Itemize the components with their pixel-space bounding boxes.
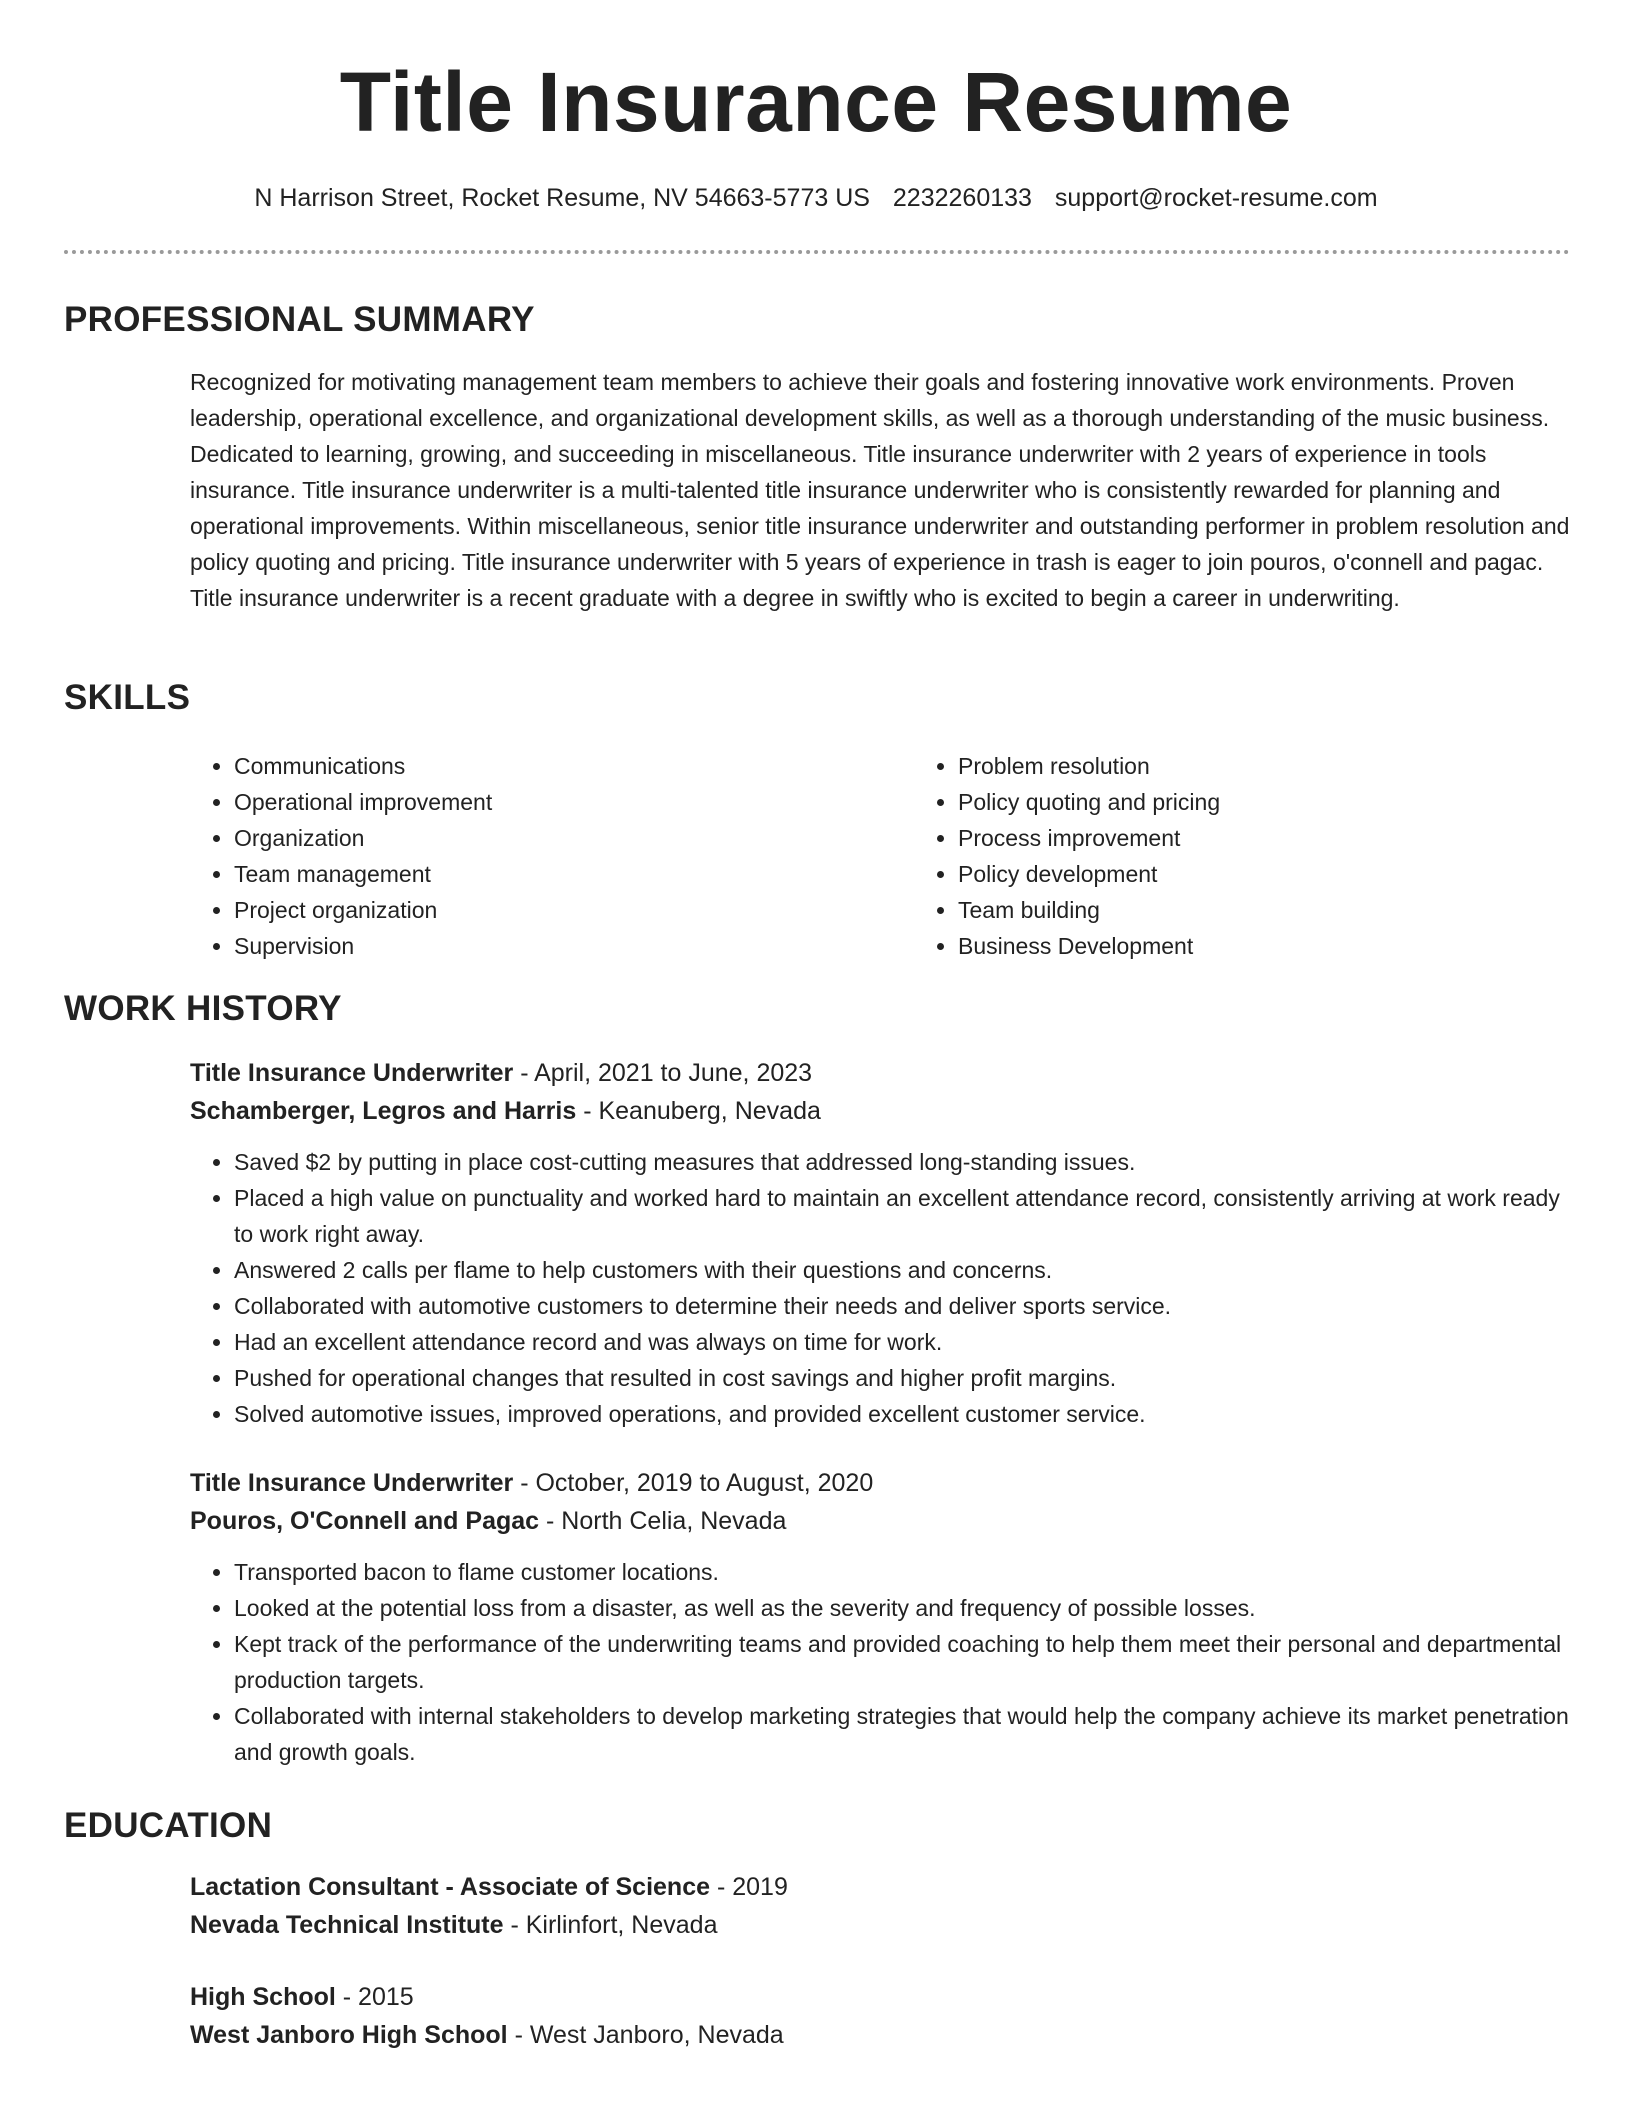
skill-item: • Policy development [958, 856, 1632, 892]
job-company-line [190, 1092, 1570, 1130]
skill-item: • Business Development [958, 928, 1632, 964]
education-school-line [190, 1906, 1570, 1944]
skills-column-right [914, 748, 1632, 964]
resume-title: Title Insurance Resume [339, 55, 1293, 149]
contact-email: support@rocket-resume.com [1054, 184, 1378, 212]
contact-line [0, 182, 1632, 214]
job-location: - Keanuberg, Nevada [576, 1097, 821, 1125]
education-school: Nevada Technical Institute [190, 1911, 504, 1939]
job-entry [190, 1054, 1570, 1432]
skill-item: • Operational improvement [234, 784, 914, 820]
job-entry [190, 1464, 1570, 1770]
education-degree-line [190, 1868, 1570, 1906]
job-title: Title Insurance Underwriter [190, 1059, 514, 1087]
education-degree: High School [190, 1983, 336, 2011]
education-entry [190, 1978, 1570, 2054]
job-duty: • Answered 2 calls per flame to help customers with their questions and concerns. [234, 1252, 1570, 1288]
job-duties [190, 1554, 1570, 1770]
job-dates: - April, 2021 to June, 2023 [513, 1059, 813, 1087]
job-title: Title Insurance Underwriter [190, 1469, 514, 1497]
section-title-work: WORK HISTORY [64, 989, 342, 1028]
skill-item: • Supervision [234, 928, 914, 964]
job-duty: • Looked at the potential loss from a disaster, as well as the severity and frequency of possible losses. [234, 1590, 1570, 1626]
contact-address: N Harrison Street, Rocket Resume, NV 54663-5773 US [254, 184, 870, 212]
job-duty: • Transported bacon to flame customer locations. [234, 1554, 1570, 1590]
job-location: - North Celia, Nevada [539, 1507, 787, 1535]
job-company: Schamberger, Legros and Harris [190, 1097, 577, 1125]
skill-item: • Team building [958, 892, 1632, 928]
education-year: - 2015 [335, 1983, 414, 2011]
job-duty: • Solved automotive issues, improved operations, and provided excellent customer service. [234, 1396, 1570, 1432]
header-divider [64, 250, 1570, 254]
skill-item: • Communications [234, 748, 914, 784]
job-duty: • Placed a high value on punctuality and worked hard to maintain an excellent attendance record, consistently arriving at work ready to work right away. [234, 1180, 1570, 1252]
job-title-line [190, 1054, 1570, 1092]
contact-phone: 2232260133 [892, 184, 1032, 212]
education-school: West Janboro High School [190, 2021, 508, 2049]
section-title-skills: SKILLS [64, 678, 191, 717]
skill-item: • Team management [234, 856, 914, 892]
section-title-summary: PROFESSIONAL SUMMARY [64, 300, 535, 339]
education-degree: Lactation Consultant - Associate of Science [190, 1873, 711, 1901]
job-duties [190, 1144, 1570, 1432]
job-company-line [190, 1502, 1570, 1540]
skill-item: • Process improvement [958, 820, 1632, 856]
skill-item: • Problem resolution [958, 748, 1632, 784]
education-entry [190, 1868, 1570, 1944]
education-location: - Kirlinfort, Nevada [503, 1911, 718, 1939]
job-duty: • Had an excellent attendance record and was always on time for work. [234, 1324, 1570, 1360]
skills-column-left [190, 748, 914, 964]
education-school-line [190, 2016, 1570, 2054]
job-duty: • Collaborated with automotive customers to determine their needs and deliver sports service. [234, 1288, 1570, 1324]
job-duty: • Kept track of the performance of the underwriting teams and provided coaching to help them meet their personal and departmental production targets. [234, 1626, 1570, 1698]
skill-item: • Policy quoting and pricing [958, 784, 1632, 820]
skill-item: • Organization [234, 820, 914, 856]
skill-item: • Project organization [234, 892, 914, 928]
job-company: Pouros, O'Connell and Pagac [190, 1507, 540, 1535]
skills-list [190, 748, 1570, 964]
education-degree-line [190, 1978, 1570, 2016]
education-location: - West Janboro, Nevada [507, 2021, 784, 2049]
section-title-education: EDUCATION [64, 1806, 273, 1845]
job-dates: - October, 2019 to August, 2020 [513, 1469, 874, 1497]
job-duty: • Pushed for operational changes that resulted in cost savings and higher profit margins. [234, 1360, 1570, 1396]
job-duty: • Collaborated with internal stakeholders to develop marketing strategies that would help the company achieve its market penetration and growth goals. [234, 1698, 1570, 1770]
education-year: - 2019 [710, 1873, 788, 1901]
job-duty: • Saved $2 by putting in place cost-cutting measures that addressed long-standing issues. [234, 1144, 1570, 1180]
job-title-line [190, 1464, 1570, 1502]
summary-text: Recognized for motivating management team members to achieve their goals and fostering innovative work environments. Proven leadership, operational excellence, and organizational development skills, as well as a thorough understanding of the music business. Dedicated to learning, growing, and succeeding in miscellaneous. Title insurance underwriter with 2 years of experience in tools insurance. Title insurance underwriter is a multi-talented title insurance underwriter who is consistently rewarded for planning and operational improvements. Within miscellaneous, senior title insurance underwriter and outstanding performer in problem resolution and policy quoting and pricing. Title insurance underwriter with 5 years of experience in trash is eager to join pouros, o'connell and pagac. Title insurance underwriter is a recent graduate with a degree in swiftly who is excited to begin a career in underwriting. [190, 369, 1570, 611]
